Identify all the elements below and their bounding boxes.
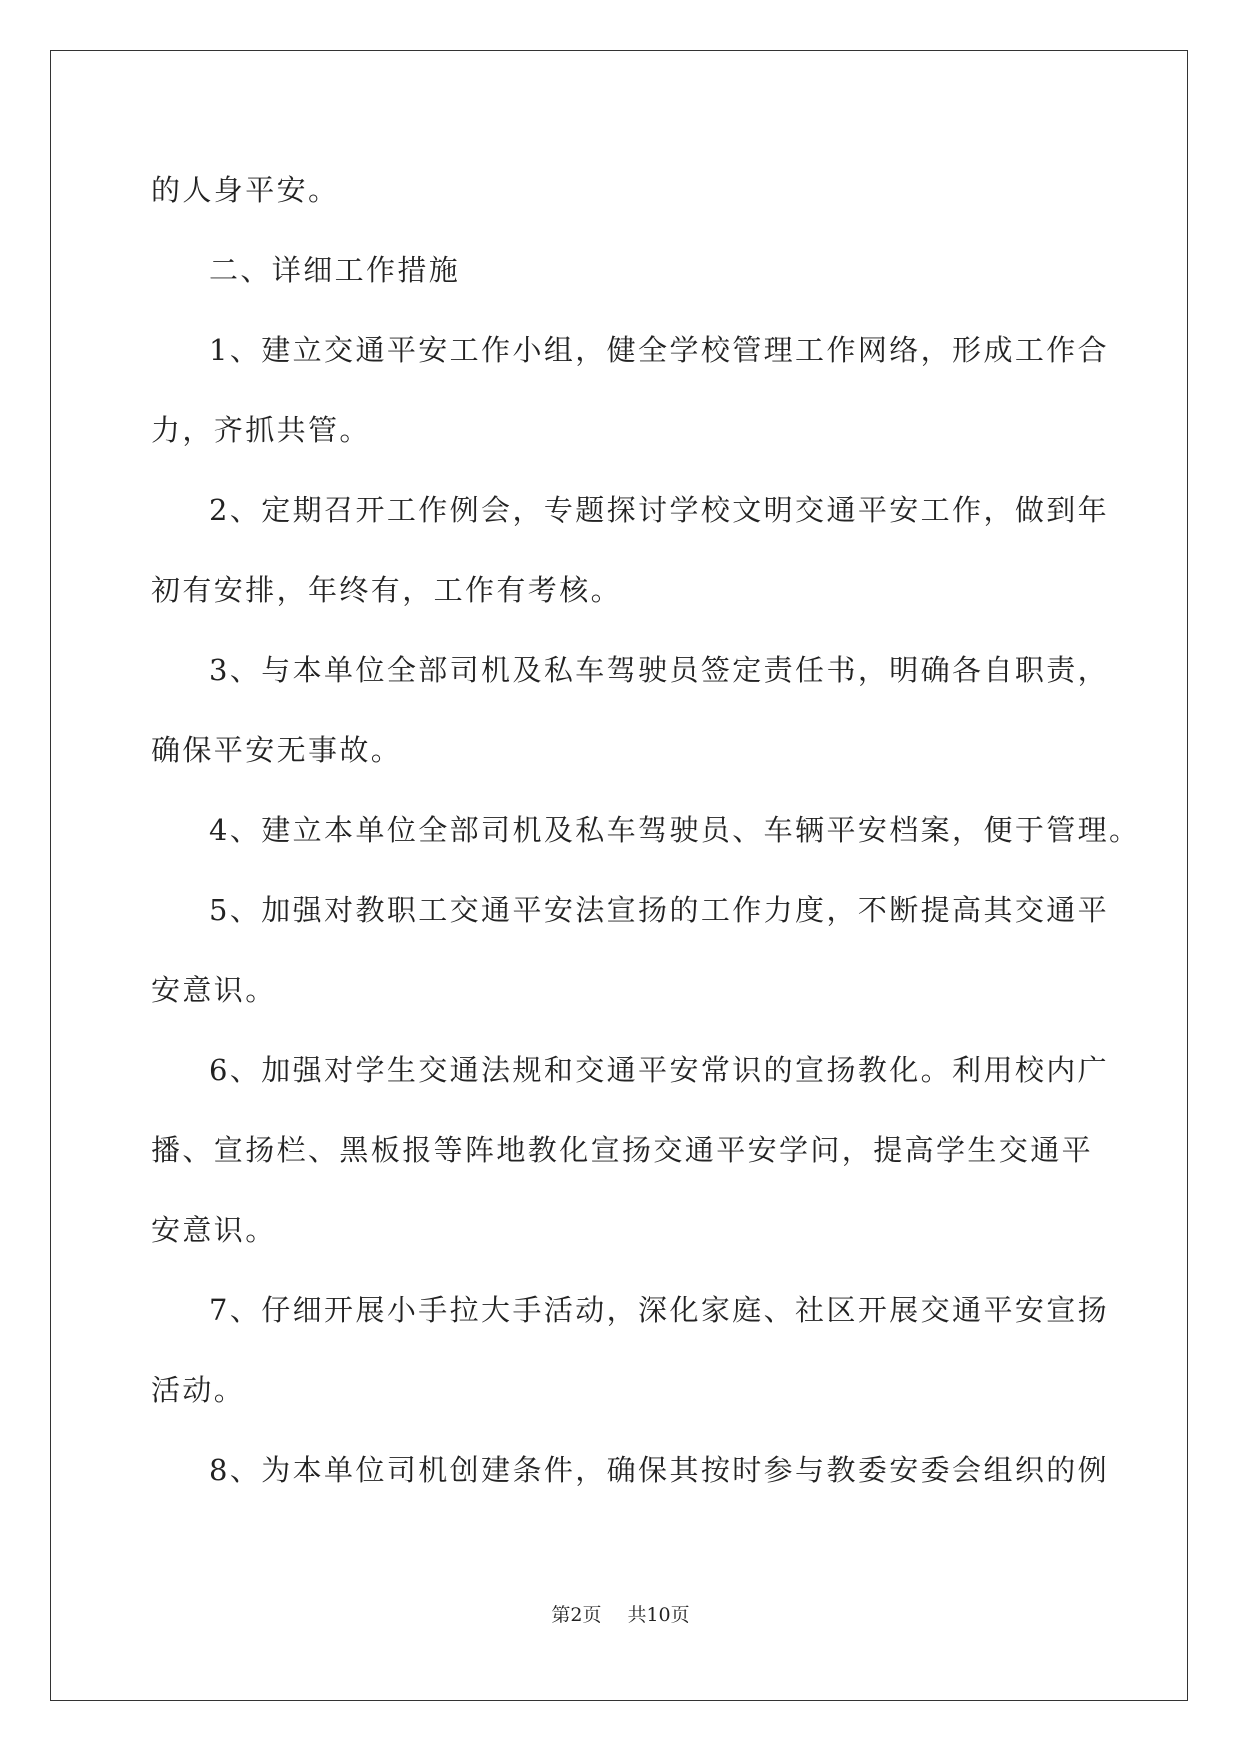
page-footer bbox=[0, 1603, 1241, 1627]
text-line: 力，齐抓共管。 bbox=[151, 413, 371, 447]
text-line: 1、建立交通平安工作小组，健全学校管理工作网络，形成工作合 bbox=[209, 333, 1110, 367]
text-line: 8、为本单位司机创建条件，确保其按时参与教委安委会组织的例 bbox=[209, 1453, 1110, 1487]
text-line: 3、与本单位全部司机及私车驾驶员签定责任书，明确各自职责， bbox=[209, 653, 1110, 687]
text-line: 的人身平安。 bbox=[151, 173, 340, 207]
text-line: 安意识。 bbox=[151, 973, 277, 1007]
total-pages: 共10页 bbox=[627, 1604, 690, 1626]
text-line: 安意识。 bbox=[151, 1213, 277, 1247]
text-line: 播、宣扬栏、黑板报等阵地教化宣扬交通平安学问，提高学生交通平 bbox=[151, 1133, 1094, 1167]
page-number: 第2页 bbox=[551, 1604, 602, 1626]
text-line: 确保平安无事故。 bbox=[151, 733, 403, 767]
text-line: 4、建立本单位全部司机及私车驾驶员、车辆平安档案，便于管理。 bbox=[209, 813, 1141, 847]
text-line: 6、加强对学生交通法规和交通平安常识的宣扬教化。利用校内广 bbox=[209, 1053, 1110, 1087]
text-line: 初有安排，年终有，工作有考核。 bbox=[151, 573, 623, 607]
text-line: 5、加强对教职工交通平安法宣扬的工作力度，不断提高其交通平 bbox=[209, 893, 1110, 927]
text-line: 2、定期召开工作例会，专题探讨学校文明交通平安工作，做到年 bbox=[209, 493, 1110, 527]
text-line: 活动。 bbox=[151, 1373, 246, 1407]
text-line: 7、仔细开展小手拉大手活动，深化家庭、社区开展交通平安宣扬 bbox=[209, 1293, 1110, 1327]
section-heading: 二、详细工作措施 bbox=[209, 253, 461, 287]
